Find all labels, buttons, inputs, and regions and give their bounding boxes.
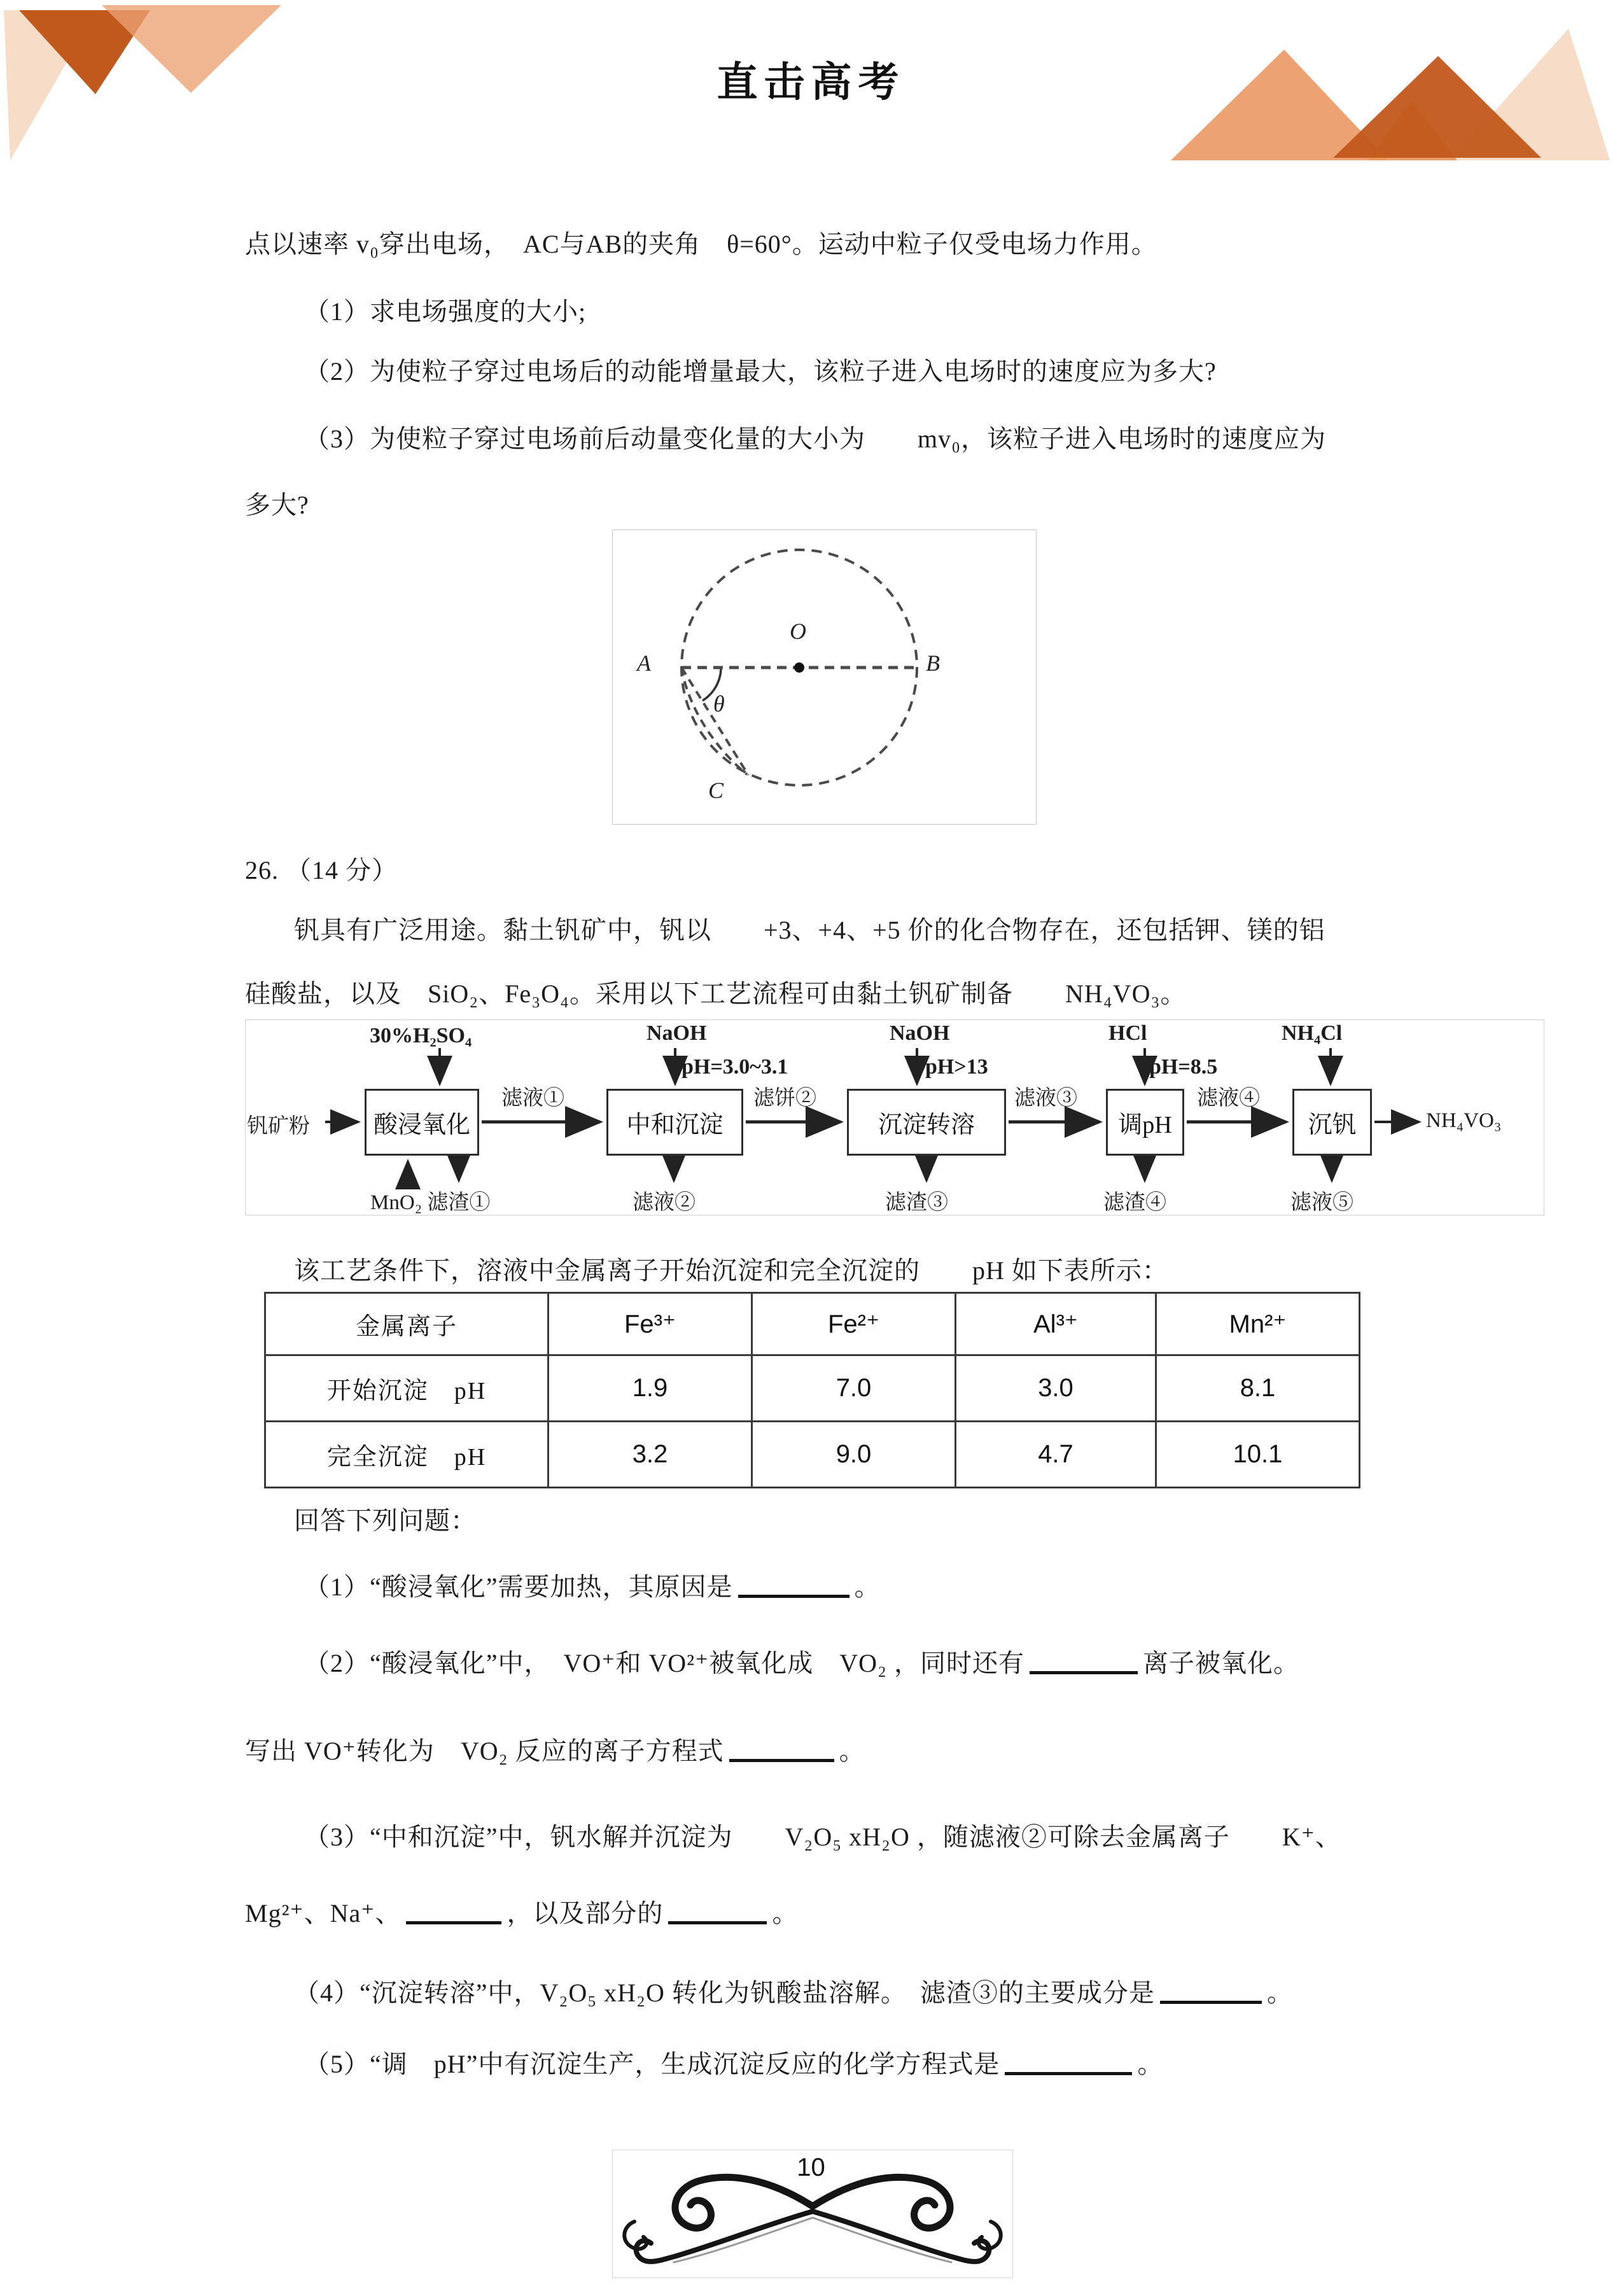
flow-reagent-hcl: HCl [1108, 1021, 1147, 1045]
answer-prompt: 回答下列问题： [294, 1506, 477, 1535]
flow-reagent-nh4cl: NH₄Cl [1282, 1021, 1343, 1045]
question-text: Mg²⁺、Na⁺、 [245, 1899, 402, 1928]
question-text: （2）“酸浸氧化”中， VO⁺和 VO²⁺被氧化成 VO₂ ，同时还有 [304, 1649, 1024, 1677]
table-header-row [265, 1293, 1360, 1355]
label-theta: θ [713, 691, 725, 717]
question-text: 。 [854, 1572, 881, 1601]
ph-table [264, 1292, 1360, 1488]
table-cell: 8.1 [1156, 1355, 1360, 1422]
label-B: B [926, 650, 940, 676]
question-text: ，以及部分的 [507, 1899, 664, 1928]
table-cell: 1.9 [549, 1355, 752, 1422]
table-cell: 开始沉淀 pH [265, 1355, 549, 1422]
flow-input-label: 钒矿粉 [247, 1115, 310, 1138]
chem-question-1 [304, 1567, 881, 1603]
table-cell: 3.0 [956, 1355, 1156, 1422]
question-text: （3）“中和沉淀”中，钒水解并沉淀为 V₂O₅ xH₂O ，随滤液②可除去金属离子 K⁺、 [304, 1823, 1341, 1851]
process-flow-diagram [245, 1019, 1544, 1215]
flow-box-precipitate-v: 沉钒 [1292, 1089, 1372, 1156]
table-row [265, 1422, 1360, 1488]
question-text: 。 [772, 1899, 799, 1928]
table-row [265, 1355, 1360, 1422]
answer-blank [1160, 1980, 1262, 2004]
question-text: 。 [839, 1737, 865, 1765]
chem-question-number: 26. （14 分） [245, 856, 398, 885]
physics-question-1: （1）求电场强度的大小; [304, 297, 587, 326]
chem-question-3 [304, 1817, 1341, 1853]
right-triangles-decoration [1152, 25, 1622, 162]
flow-condition-ph-3: pH=3.0~3.1 [682, 1055, 788, 1079]
physics-intro-line: 点以速率 v₀穿出电场， AC与AB的夹角 θ=60°。运动中粒子仅受电场力作用。 [245, 230, 1157, 258]
label-C: C [708, 778, 724, 803]
table-cell: 4.7 [956, 1422, 1156, 1488]
flow-reagent-naoh-1: NaOH [647, 1021, 707, 1045]
table-cell: 3.2 [549, 1422, 752, 1488]
physics-question-3: （3）为使粒子穿过电场前后动量变化量的大小为 mv₀，该粒子进入电场时的速度应为 [304, 424, 1327, 453]
flow-residue-4-label: 滤渣④ [1103, 1191, 1166, 1214]
table-cell: 完全沉淀 pH [265, 1422, 549, 1488]
question-text: （4）“沉淀转溶”中，V₂O₅ xH₂O 转化为钒酸盐溶解。 滤渣③的主要成分是 [294, 1978, 1155, 2007]
answer-blank [738, 1574, 849, 1598]
answer-blank [406, 1901, 501, 1924]
table-cell: 9.0 [752, 1422, 956, 1488]
flow-box-acid-leach: 酸浸氧化 [365, 1089, 479, 1156]
flow-box-adjust-ph: 调pH [1106, 1089, 1184, 1156]
chem-question-4 [294, 1973, 1293, 2009]
chem-question-5 [304, 2044, 1163, 2080]
physics-question-2: （2）为使粒子穿过电场后的动能增量最大，该粒子进入电场时的速度应为多大? [304, 357, 1217, 386]
flow-reagent-h2so4: 30%H₂SO₄ [370, 1024, 472, 1047]
page-title: 直击高考 [717, 60, 905, 105]
table-cell: 10.1 [1156, 1422, 1360, 1488]
chem-question-2b [245, 1731, 865, 1767]
table-header-cell: Mn²⁺ [1156, 1293, 1360, 1355]
circle-diagram-drawing [613, 530, 1036, 824]
question-text: 写出 VO⁺转化为 VO₂ 反应的离子方程式 [245, 1737, 724, 1765]
label-O: O [790, 619, 806, 644]
flow-condition-ph-13: pH>13 [925, 1055, 988, 1079]
answer-blank [1030, 1651, 1138, 1674]
flow-box-neutralize: 中和沉淀 [606, 1089, 743, 1156]
physics-question-3-cont: 多大? [245, 491, 309, 519]
flow-reagent-naoh-2: NaOH [890, 1021, 950, 1045]
flow-filtrate-4-label: 滤液④ [1197, 1087, 1260, 1110]
label-A: A [637, 650, 651, 676]
chem-intro-line-2: 硅酸盐，以及 SiO₂、Fe₃O₄。采用以下工艺流程可由黏土钒矿制备 NH₄VO₃。 [245, 979, 1187, 1008]
flow-output-label: NH₄VO₃ [1426, 1109, 1502, 1132]
flow-residue-1-label: MnO₂ 滤渣① [370, 1191, 491, 1214]
flow-filtrate-3-label: 滤液③ [1014, 1087, 1077, 1110]
chem-question-3-cont [245, 1893, 798, 1929]
flow-box-redissolve: 沉淀转溶 [847, 1089, 1006, 1156]
table-header-cell: Fe²⁺ [752, 1293, 956, 1355]
flow-filtrate-1-label: 滤液① [501, 1087, 564, 1110]
flow-condition-ph-85: pH=8.5 [1149, 1055, 1218, 1079]
answer-blank [729, 1739, 834, 1762]
table-header-cell: Al³⁺ [956, 1293, 1156, 1355]
table-header-cell: Fe³⁺ [549, 1293, 752, 1355]
chem-intro-line-1: 钒具有广泛用途。黏土钒矿中，钒以 +3、+4、+5 价的化合物存在，还包括钾、镁的铝 [294, 916, 1325, 944]
page-number: 10 [797, 2153, 825, 2181]
table-header-cell: 金属离子 [265, 1293, 549, 1355]
flow-filtrate-5-label: 滤液⑤ [1290, 1191, 1353, 1214]
answer-blank [1005, 2052, 1132, 2075]
table-intro-line: 该工艺条件下，溶液中金属离子开始沉淀和完全沉淀的 pH 如下表所示： [294, 1256, 1168, 1285]
question-text: 。 [1137, 2050, 1164, 2078]
table-cell: 7.0 [752, 1355, 956, 1422]
question-text: 。 [1266, 1978, 1293, 2007]
flow-residue-3-label: 滤渣③ [885, 1191, 948, 1214]
physics-circle-figure [612, 529, 1037, 825]
chem-question-2 [304, 1643, 1299, 1679]
flow-filtercake-2-label: 滤饼② [753, 1087, 816, 1110]
question-text: （5）“调 pH”中有沉淀生产，生成沉淀反应的化学方程式是 [304, 2050, 1000, 2078]
question-text: 离子被氧化。 [1143, 1649, 1299, 1677]
answer-blank [668, 1901, 767, 1924]
question-text: （1）“酸浸氧化”需要加热，其原因是 [304, 1572, 733, 1601]
flow-filtrate-2-label: 滤液② [633, 1191, 696, 1214]
left-triangles-decoration [0, 0, 293, 165]
